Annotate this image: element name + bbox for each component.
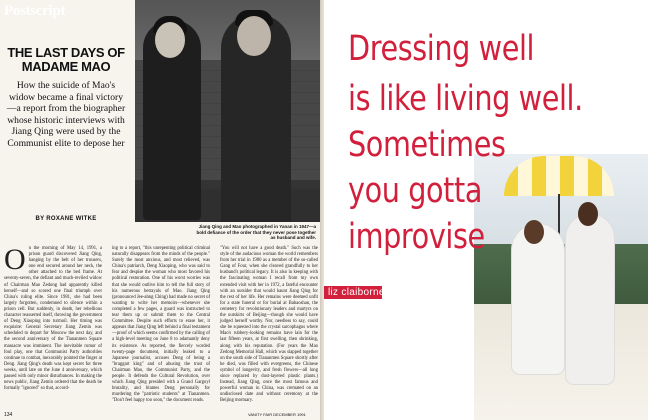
article-column-3: "You will not have a good death." Such was the style of the audacious woman the world remembers from her trial in 1980 as a member of the so-called Gang of Four, when she cleaved grandfully to her husband's political legacy. It is also in keeping with the fascinating woman I recall from my own extended visit with her in 1972, a fateful encounter with an outsider that would haunt Jiang Qing for the rest of her life. Her remains were deemed unfit for a state funeral or for burial at Babaoshan, the cemetery for revolutionary leaders and martyrs on the outskirts of Beijing—though she would have judged herself worthy. Nor, needless to say, could she be squeezed into the crystal sarcophagus where Mao's rubbery-looking remains have lain for the last fifteen years, at first swelling, then shrinking, along with his reputation. (For years the Mao Zedong Memorial Hall, which was slapped together on the south side of Tiananmen Square shortly after he died, was filled with evergreens, the Chinese symbol of longevity, and fresh flowers—all long since replaced by dust-layered plastic plants.) Instead, Jiang Qing, once the most famous and powerful woman in China, was cremated on an undisclosed date and without ceremony at the Beijing mortuary. (220, 246, 318, 404)
ad-model-woman (512, 224, 564, 374)
drop-cap: O (4, 243, 26, 276)
brand-logo: liz claiborne (328, 287, 385, 298)
photo-caption: Jiang Qing and Mao photographed in Yanan in 1947—a bold defiance of the order that they never pose together as husband and wife. (196, 224, 316, 240)
article-deck: How the suicide of Mao's widow became a final victory—a report from the biographer whose historic interviews with Jiang Qing were used by the Communist elite to depose her (6, 80, 126, 149)
ad-headline-line-5: improvise (348, 217, 485, 257)
ad-headline-line-4: you gotta (348, 171, 483, 211)
article-headline: THE LAST DAYS OF MADAME MAO (7, 45, 125, 74)
page-footer: VANITY FAIR DECEMBER 1991 (248, 412, 306, 417)
article-column-1 (4, 243, 102, 392)
section-tag: Postscript (4, 3, 66, 19)
ad-headline-line-2: is like living well. (348, 79, 583, 119)
left-page (0, 0, 320, 420)
article-column-2: ing to a report, "this unrepenting political criminal naturally disappears from the minds of the people." Surely the most anxious, and most relieved, was China's patriarch, Deng Xiaoping, who was said to fear and despise the woman who most favored his political restoration. One of his worst worries was that she would outlive him to tell the full story of his numerous betrayals of Mao. Jiang Qing (pronounced Jee-ahng Ching) had made no secret of wanting to write her memoirs—whenever she completed a few pages, a guard was instructed to tear them up or submit them to the Central Committee. Despite such efforts to erase her, it appears that Jiang Qing left behind a final testament—proof of which seems confirmed by the calling of a high-level meeting on June 8 to adamantly deny its existence. As reported, the fiercely worded twenty-page document, initially leaked to a Japanese journalist, accuses Deng of being a "braggart king" and of abusing the trust of Chairman Mao, the Communist Party, and the people. It defends the Cultural Revolution, over which Jiang Qing presided with a Grand Gargoyl brutality, and blames Deng personally for murdering the "patriotic students" at Tiananmen. "Don't feel happy too soon," the document reads. (112, 246, 211, 404)
advertisement-page (324, 0, 648, 420)
historical-photo (135, 0, 320, 222)
column-1-text: n the morning of May 14, 1991, a prison guard discovered Jiang Qing, hanging by the belt of her trousers, one end secured around her neck, the other attached to the bed frame. At seventy-seven, the defiant and much-reviled widow of Chairman Mao Zedong had apparently killed herself—and so scored one final triumph over China's ruling elite. Since 1981, she had been largely forgotten, condemned to silence within a prison cell. But suddenly, in death, her rebellious character reasserted itself, throwing the government of Deng Xiaoping into turmoil. Her timing was exquisite: General Secretary Jiang Zemin was scheduled to depart for Moscow the next day, and the second anniversary of the Tiananmen Square massacre was imminent. The inevitable rumor of foul play, one that Communist Party authorities continue to combat, inexorably pointed the finger at Deng. Jiang Qing's death was kept secret for three weeks, until late on the June 4 anniversary, which passed with only minor disturbances. In making the news public, Jiang Zemin ordered that the death be formally "ignored" so that, accord- (4, 246, 102, 392)
page-number: 134 (4, 412, 13, 418)
ad-headline-line-1: Dressing well (348, 29, 535, 69)
ad-model-man (566, 214, 614, 384)
ad-beach-photo (474, 154, 648, 420)
article-byline: BY ROXANE WITKE (35, 216, 97, 222)
ad-headline-line-3: Sometimes (348, 125, 506, 165)
